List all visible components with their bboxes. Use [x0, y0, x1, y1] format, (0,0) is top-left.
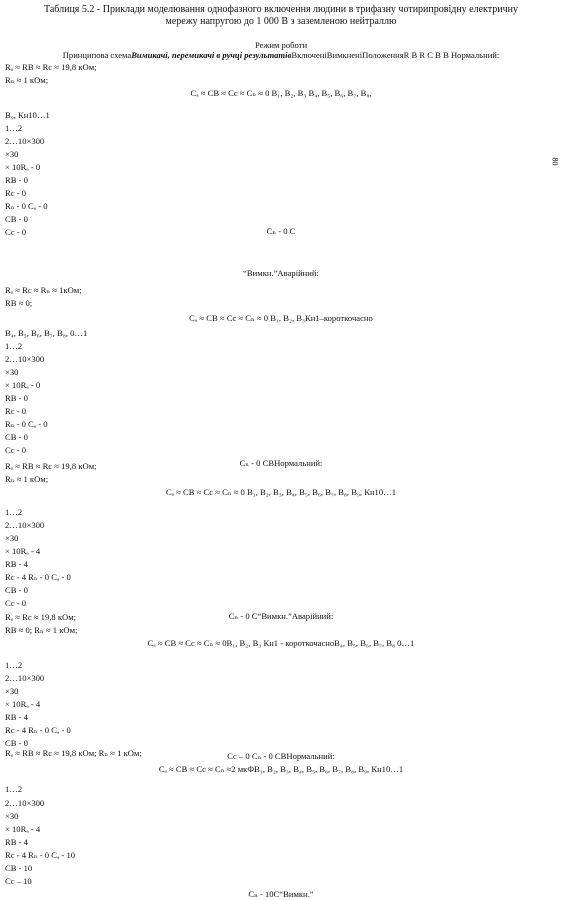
section-1-line-11: Rₙ - 0 Cₐ - 0 [5, 419, 48, 429]
section-2-line-9: CΒ - 0 [5, 585, 28, 595]
section-4-line-7: Rc - 4 Rₙ - 0 Cₐ - 10 [5, 850, 76, 860]
section-1-line-7: ×30 [5, 367, 19, 377]
section-2-line-2: Cₐ ≈ CΒ ≈ Cc ≈ Cₙ ≈ 0 B₁, B₂, B₃, B₄, B₅, B₆, B₇, B₈, B₉, Кн10…1 [165, 487, 397, 497]
section-2-line-10: Cc - 0 [5, 598, 27, 608]
section-4-line-8: CΒ - 10 [5, 863, 33, 873]
section-0-line-0: Rₐ ≈ RΒ ≈ Rc ≈ 19,8 кОм; [5, 62, 97, 72]
header-rest: ВключеніВимкненіПоложенняR В R С В В Нормальний: [291, 50, 500, 60]
section-2-line-4: 2…10×300 [5, 520, 45, 530]
section-1-line-3: Cₐ ≈ CΒ ≈ Cc ≈ Cₙ ≈ 0 B₁, B₂, B₃Кн1–короткочасно [189, 313, 373, 323]
section-3-line-2: Cₐ ≈ CΒ ≈ Cc ≈ Cₙ ≈ 0B₁, B₂, B₃ Кн1 - короткочасноB₄, B₅, B₆, B₇, B₈ 0…1 [147, 638, 415, 648]
section-3-line-0: Rₐ ≈ Rc ≈ 19,8 кОм; [5, 612, 77, 622]
section-4-line-5: × 10Rₐ - 4 [5, 824, 41, 834]
section-3-line-8: Rc - 4 Rₙ - 0 Cₐ - 0 [5, 725, 71, 735]
section-1-line-0: “Вимкн.”Аварійний: [243, 268, 319, 278]
section-4-line-6: RΒ - 4 [5, 837, 28, 847]
section-0-line-11: CΒ - 0 [5, 214, 28, 224]
section-2-line-8: Rc - 4 Rₙ - 0 Cₐ - 0 [5, 572, 71, 582]
section-0-line-3: B₉, Кн10…1 [5, 110, 50, 120]
section-3-line-6: × 10Rₐ - 4 [5, 699, 41, 709]
section-1-line-9: RΒ - 0 [5, 393, 28, 403]
section-0-line-13: Cₙ - 0 С [266, 226, 296, 236]
section-2-line-5: ×30 [5, 533, 19, 543]
section-1-line-6: 2…10×300 [5, 354, 45, 364]
title-line-1: Таблиця 5.2 - Приклади моделювання однофазного включення людини в трифазну чотирипровідну електричну [43, 4, 519, 15]
section-2-line-3: 1…2 [5, 507, 23, 517]
section-4-line-2: 1…2 [5, 784, 23, 794]
section-1-line-14: Cₙ - 0 СВНормальний: [239, 458, 323, 468]
header-columns: Принципова схема [62, 50, 132, 60]
section-4-line-0: Rₐ ≈ RΒ ≈ Rc ≈ 19,8 кОм; Rₙ ≈ 1 кОм; [5, 748, 142, 758]
section-0-line-7: × 10Rₐ - 0 [5, 162, 41, 172]
section-1-line-4: B₄, B₅, B₆, B₇, B₈, 0…1 [5, 328, 88, 338]
section-0-line-12: Cc - 0 [5, 227, 27, 237]
section-1-line-5: 1…2 [5, 341, 23, 351]
section-2-line-6: × 10Rₐ - 4 [5, 546, 41, 556]
section-2-line-0: Rₐ ≈ RΒ ≈ Rc ≈ 19,8 кОм; [5, 461, 97, 471]
section-0-line-2: Cₐ ≈ CΒ ≈ Cc ≈ Cₙ ≈ 0 B₁, B₂, B₃ B₄, B₅, B₆, B₇, B₈, [190, 88, 372, 98]
section-0-line-5: 2…10×300 [5, 136, 45, 146]
section-2-line-1: Rₙ ≈ 1 кОм; [5, 474, 49, 484]
section-1-line-10: Rc - 0 [5, 406, 27, 416]
section-4-line-10: Cₙ - 10С“Вимкн.” [248, 889, 314, 899]
section-0-line-8: RΒ - 0 [5, 175, 28, 185]
table-header [0, 50, 562, 61]
title-line-2: мережу напругою до 1 000 В з заземленою нейтраллю [165, 16, 397, 27]
section-1-line-2: RΒ ≈ 0; [5, 298, 33, 308]
header-bold: Вимикачі, перемикачі в ручці результатів [131, 50, 292, 60]
section-1-line-12: CΒ - 0 [5, 432, 28, 442]
section-3-line-5: ×30 [5, 686, 19, 696]
section-4-line-1: Cₐ ≈ CΒ ≈ Cc ≈ Cₙ ≈2 мкФB₁, B₂, B₃, B₄, B₅, B₆, B₇, B₈, B₉, Кн10…1 [158, 764, 404, 774]
section-4-line-9: Cc – 10 [5, 876, 32, 886]
section-3-line-4: 2…10×300 [5, 673, 45, 683]
section-3-line-9: CΒ - 0 [5, 738, 28, 748]
table-title [20, 4, 542, 28]
section-1-line-13: Cc - 0 [5, 445, 27, 455]
section-3-line-7: RΒ - 4 [5, 712, 28, 722]
section-3-line-3: 1…2 [5, 660, 23, 670]
section-4-line-3: 2…10×300 [5, 798, 45, 808]
section-3-line-1: RΒ ≈ 0; Rₙ ≈ 1 кОм; [5, 625, 78, 635]
section-1-line-1: Rₐ ≈ Rc ≈ Rₙ ≈ 1кОм; [5, 285, 82, 295]
section-0-line-9: Rc - 0 [5, 188, 27, 198]
section-3-line-10: Cc – 0 Cₙ - 0 СВНормальний: [227, 751, 335, 761]
section-2-line-7: RΒ - 4 [5, 559, 28, 569]
section-4-line-4: ×30 [5, 811, 19, 821]
section-0-line-1: Rₙ ≈ 1 кОм; [5, 75, 49, 85]
section-0-line-4: 1…2 [5, 123, 23, 133]
header-mode: Режим роботи [254, 40, 308, 50]
section-2-line-11: Cₙ - 0 С“Вимкн.”Аварійний: [228, 611, 334, 621]
section-0-line-6: ×30 [5, 149, 19, 159]
page-side-number: 80 [550, 157, 560, 166]
section-1-line-8: × 10Rₐ - 0 [5, 380, 41, 390]
section-0-line-10: Rₙ - 0 Cₐ - 0 [5, 201, 48, 211]
